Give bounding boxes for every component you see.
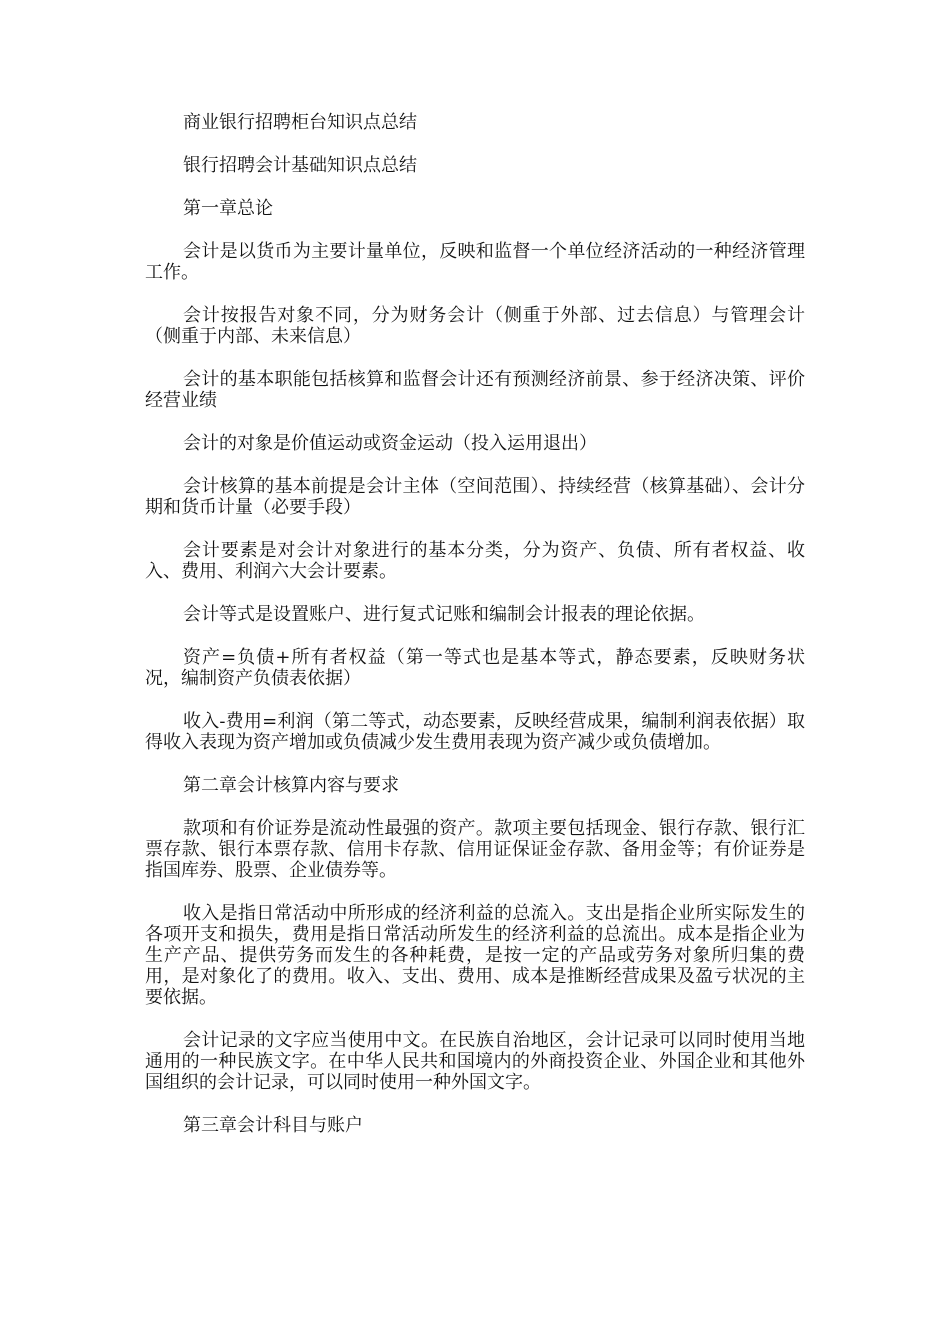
document-subtitle: 银行招聘会计基础知识点总结: [183, 155, 417, 176]
chapter-heading-2: 第二章会计核算内容与要求: [183, 775, 399, 796]
chapter-heading-3: 第三章会计科目与账户: [183, 1115, 363, 1136]
chapter-heading-1: 第一章总论: [183, 198, 273, 219]
paragraph: 会计是以货币为主要计量单位，反映和监督一个单位经济活动的一种经济管理工作。: [145, 241, 805, 283]
paragraph: 会计按报告对象不同，分为财务会计（侧重于外部、过去信息）与管理会计（侧重于内部、未来信息）: [145, 305, 805, 347]
paragraph: 收入是指日常活动中所形成的经济利益的总流入。支出是指企业所实际发生的各项开支和损失，费用是指日常活动所发生的经济利益的总流出。成本是指企业为生产产品、提供劳务而发生的各种耗费，是按一定的产品或劳务对象所归集的费用，是对象化了的费用。收入、支出、费用、成本是推断经营成果及盈亏状况的主要依据。: [145, 903, 805, 1008]
paragraph: 会计等式是设置账户、进行复式记账和编制会计报表的理论依据。: [183, 604, 705, 625]
document-title: 商业银行招聘柜台知识点总结: [183, 112, 417, 133]
paragraph: 会计的基本职能包括核算和监督会计还有预测经济前景、参于经济决策、评价经营业绩: [145, 369, 805, 411]
document-body: [145, 112, 805, 1158]
paragraph: 会计的对象是价值运动或资金运动（投入运用退出）: [183, 433, 597, 454]
paragraph: 款项和有价证券是流动性最强的资产。款项主要包括现金、银行存款、银行汇票存款、银行本票存款、信用卡存款、信用证保证金存款、备用金等；有价证券是指国库券、股票、企业债券等。: [145, 818, 805, 881]
paragraph: 会计核算的基本前提是会计主体（空间范围）、持续经营（核算基础）、会计分期和货币计量（必要手段）: [145, 476, 805, 518]
paragraph: 会计要素是对会计对象进行的基本分类，分为资产、负债、所有者权益、收入、费用、利润六大会计要素。: [145, 540, 805, 582]
paragraph: 资产=负债+所有者权益（第一等式也是基本等式，静态要素，反映财务状况，编制资产负债表依据）: [145, 647, 805, 689]
paragraph: 收入-费用=利润（第二等式，动态要素，反映经营成果，编制利润表依据）取得收入表现为资产增加或负债减少发生费用表现为资产减少或负债增加。: [145, 711, 805, 753]
paragraph: 会计记录的文字应当使用中文。在民族自治地区，会计记录可以同时使用当地通用的一种民族文字。在中华人民共和国境内的外商投资企业、外国企业和其他外国组织的会计记录，可以同时使用一种外国文字。: [145, 1030, 805, 1093]
